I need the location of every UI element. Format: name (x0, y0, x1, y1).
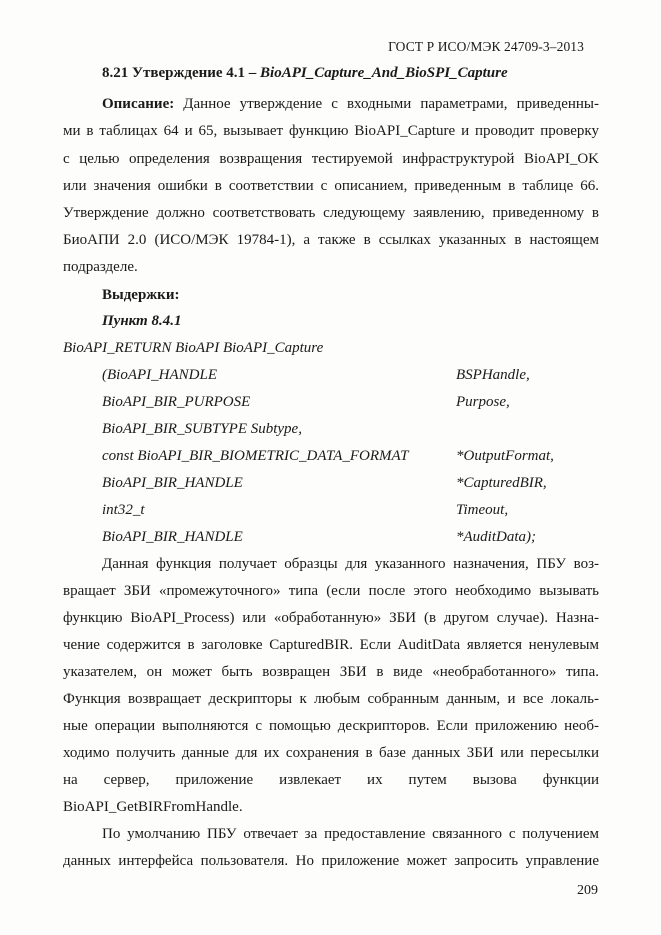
page-number: 209 (577, 883, 598, 898)
code-param-type: BioAPI_BIR_SUBTYPE Subtype, (102, 421, 302, 437)
description-line-1: Описание: Данное утверждение с входными параметрами, приведенны- (102, 96, 599, 112)
paragraph-line: Функция возвращает дескрипторы к любым собранным данным, и все локаль- (63, 691, 599, 707)
paragraph-line: чение содержится в заголовке CapturedBIR. Если AuditData является ненулевым (63, 637, 599, 653)
paragraph-line: данных интерфейса пользователя. Но приложение может запросить управление (63, 853, 599, 869)
code-signature: BioAPI_RETURN BioAPI BioAPI_Capture (63, 340, 324, 356)
section-heading-number: 8.21 Утверждение 4.1 – (102, 65, 261, 81)
paragraph-line: на сервер, приложение извлекает их путем вызова функции (63, 772, 599, 788)
code-param-type: BioAPI_BIR_HANDLE (102, 475, 243, 491)
code-param-name: *AuditData); (456, 529, 536, 545)
paragraph-line: функцию BioAPI_Process) или «обработанную» ЗБИ (в другом случае). Назна- (63, 610, 599, 626)
code-param-name: *CapturedBIR, (456, 475, 547, 491)
code-param-type: const BioAPI_BIR_BIOMETRIC_DATA_FORMAT (102, 448, 409, 464)
clause-label: Пункт 8.4.1 (102, 313, 182, 329)
description-line: БиоАПИ 2.0 (ИСО/МЭК 19784-1), а также в ссылках указанных в настоящем (63, 232, 599, 248)
code-param-type: BioAPI_BIR_PURPOSE (102, 394, 251, 410)
paragraph-line: По умолчанию ПБУ отвечает за предоставление связанного с получением (102, 826, 599, 842)
paragraph-line: вращает ЗБИ «промежуточного» типа (если после этого необходимо вызывать (63, 583, 599, 599)
paragraph-last-line: BioAPI_GetBIRFromHandle. (63, 799, 243, 815)
code-param-type: int32_t (102, 502, 145, 518)
code-param-name: Timeout, (456, 502, 509, 518)
description-line: Утверждение должно соответствовать следующему заявлению, приведенному в (63, 205, 599, 221)
description-label: Описание: (102, 96, 175, 112)
section-heading-function: BioAPI_Capture_And_BioSPI_Capture (260, 65, 508, 81)
paragraph-line: Данная функция получает образцы для указанного назначения, ПБУ воз- (102, 556, 599, 572)
description-line: ми в таблицах 64 и 65, вызывает функцию BioAPI_Capture и проводит проверку (63, 123, 599, 139)
description-last-line: подразделе. (63, 259, 138, 275)
paragraph-line: ные операции выполняются с помощью дескрипторов. Если приложению необ- (63, 718, 599, 734)
paragraph-line: указателем, он может быть возвращен ЗБИ в виде «необработанного» типа. (63, 664, 599, 680)
code-param-name: BSPHandle, (456, 367, 530, 383)
description-line: или значения ошибки в соответствии с описанием, приведенным в таблице 66. (63, 178, 599, 194)
code-param-type: BioAPI_BIR_HANDLE (102, 529, 243, 545)
excerpts-label: Выдержки: (102, 287, 180, 303)
code-param-name: *OutputFormat, (456, 448, 554, 464)
paragraph-line: ходимо получить данные для их сохранения в базе данных ЗБИ или пересылки (63, 745, 599, 761)
code-param-name: Purpose, (456, 394, 510, 410)
description-line: с целью определения возвращения тестируемой инфраструктурой BioAPI_OK (63, 151, 599, 167)
standard-header: ГОСТ Р ИСО/МЭК 24709-3–2013 (388, 39, 584, 54)
code-param-type: (BioAPI_HANDLE (102, 367, 217, 383)
section-heading (102, 64, 508, 82)
